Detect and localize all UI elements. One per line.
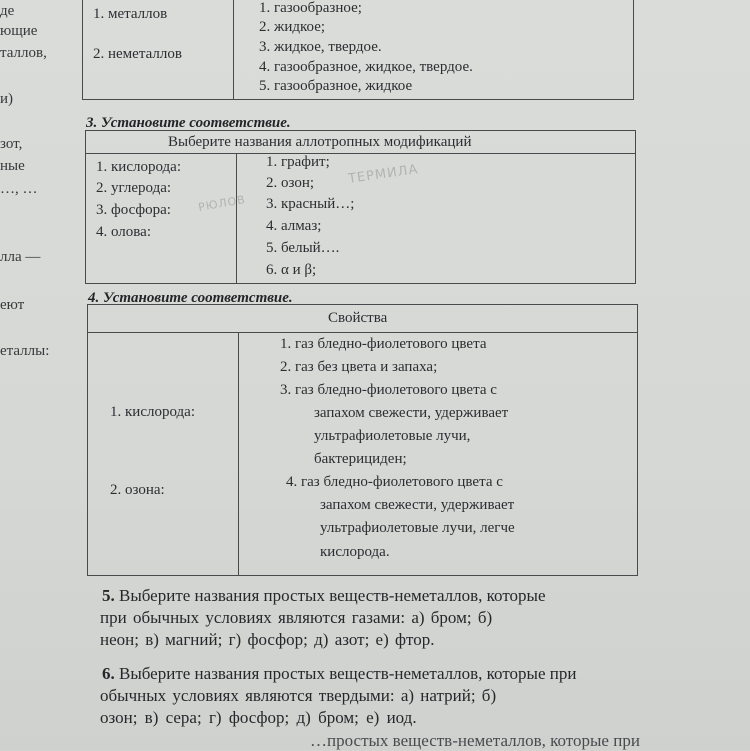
margin-text: лла — — [0, 249, 41, 265]
question-line: 6. Выберите названия простых веществ-неметаллов, которые при — [102, 664, 577, 683]
margin-text: ные — [0, 158, 25, 174]
question-number: 5. — [102, 586, 115, 605]
pencil-note: ТЕРМИЛА — [347, 162, 420, 187]
table-cell: 3. жидкое, твердое. — [259, 39, 382, 55]
table-cell: ультрафиолетовые лучи, — [314, 428, 471, 444]
table-cell: 2. неметаллов — [93, 46, 182, 62]
table-cell: 3. газ бледно-фиолетового цвета с — [280, 382, 497, 398]
table-cell: 1. кислорода: — [96, 159, 181, 175]
table-cell: 4. алмаз; — [266, 218, 322, 234]
table-cell: 1. металлов — [93, 6, 168, 22]
allotropes-table — [85, 130, 636, 284]
table-cell: 1. кислорода: — [110, 404, 195, 420]
question-line: 5. Выберите названия простых веществ-неметаллов, которые — [102, 586, 546, 605]
table-cell: 4. олова: — [96, 224, 151, 240]
question-line: обычных условиях являются твердыми: а) натрий; б) — [100, 686, 497, 705]
table-cell: запахом свежести, удерживает — [314, 405, 509, 421]
question-number: 6. — [102, 664, 115, 683]
table-cell: 2. озона: — [110, 482, 165, 498]
table-cell: 2. газ без цвета и запаха; — [280, 359, 438, 375]
table-subheader: Свойства — [328, 310, 388, 326]
pencil-note: РЮЛОВ — [197, 192, 247, 215]
question-line: озон; в) сера; г) фосфор; д) бром; е) иод. — [100, 708, 417, 727]
table-cell: 4. газ бледно-фиолетового цвета с — [286, 474, 503, 490]
table-cell: запахом свежести, удерживает — [320, 497, 515, 513]
properties-table — [87, 304, 638, 576]
question-line: неон; в) магний; г) фосфор; д) азот; е) фтор. — [100, 630, 435, 649]
table-cell: 3. красный…; — [266, 196, 355, 212]
table-cell: ультрафиолетовые лучи, легче — [320, 520, 515, 536]
task-heading: 4. Установите соответствие. — [88, 290, 293, 306]
states-table — [82, 0, 634, 100]
table-cell: 1. графит; — [266, 154, 330, 170]
table-subheader: Выберите названия аллотропных модификаций — [168, 134, 472, 150]
table-cell: 2. жидкое; — [259, 19, 326, 35]
table-cell: 2. углерода: — [96, 180, 172, 196]
task-heading: 3. Установите соответствие. — [86, 115, 291, 131]
table-cell: 4. газообразное, жидкое, твердое. — [259, 59, 473, 75]
question-line: при обычных условиях являются газами: а) бром; б) — [100, 608, 493, 627]
margin-text: де — [0, 3, 15, 19]
margin-text: зот, — [0, 136, 23, 152]
margin-text: таллов, — [0, 45, 47, 61]
margin-text: еют — [0, 297, 25, 313]
table-cell: 3. фосфора: — [96, 202, 171, 218]
table-cell: кислорода. — [320, 544, 390, 560]
table-cell: 1. газ бледно-фиолетового цвета — [280, 336, 487, 352]
margin-text: и) — [0, 91, 14, 107]
table-cell: бактерициден; — [314, 451, 407, 467]
table-cell: 5. белый…. — [266, 240, 340, 256]
margin-text: еталлы: — [0, 343, 50, 359]
table-cell: 5. газообразное, жидкое — [259, 78, 413, 94]
table-cell: 1. газообразное; — [259, 0, 362, 16]
margin-text: …, … — [0, 181, 38, 197]
margin-text: ющие — [0, 23, 38, 39]
question-line: …простых веществ-неметаллов, которые при — [310, 731, 640, 750]
table-cell: 6. α и β; — [266, 262, 317, 278]
table-cell: 2. озон; — [266, 175, 315, 191]
